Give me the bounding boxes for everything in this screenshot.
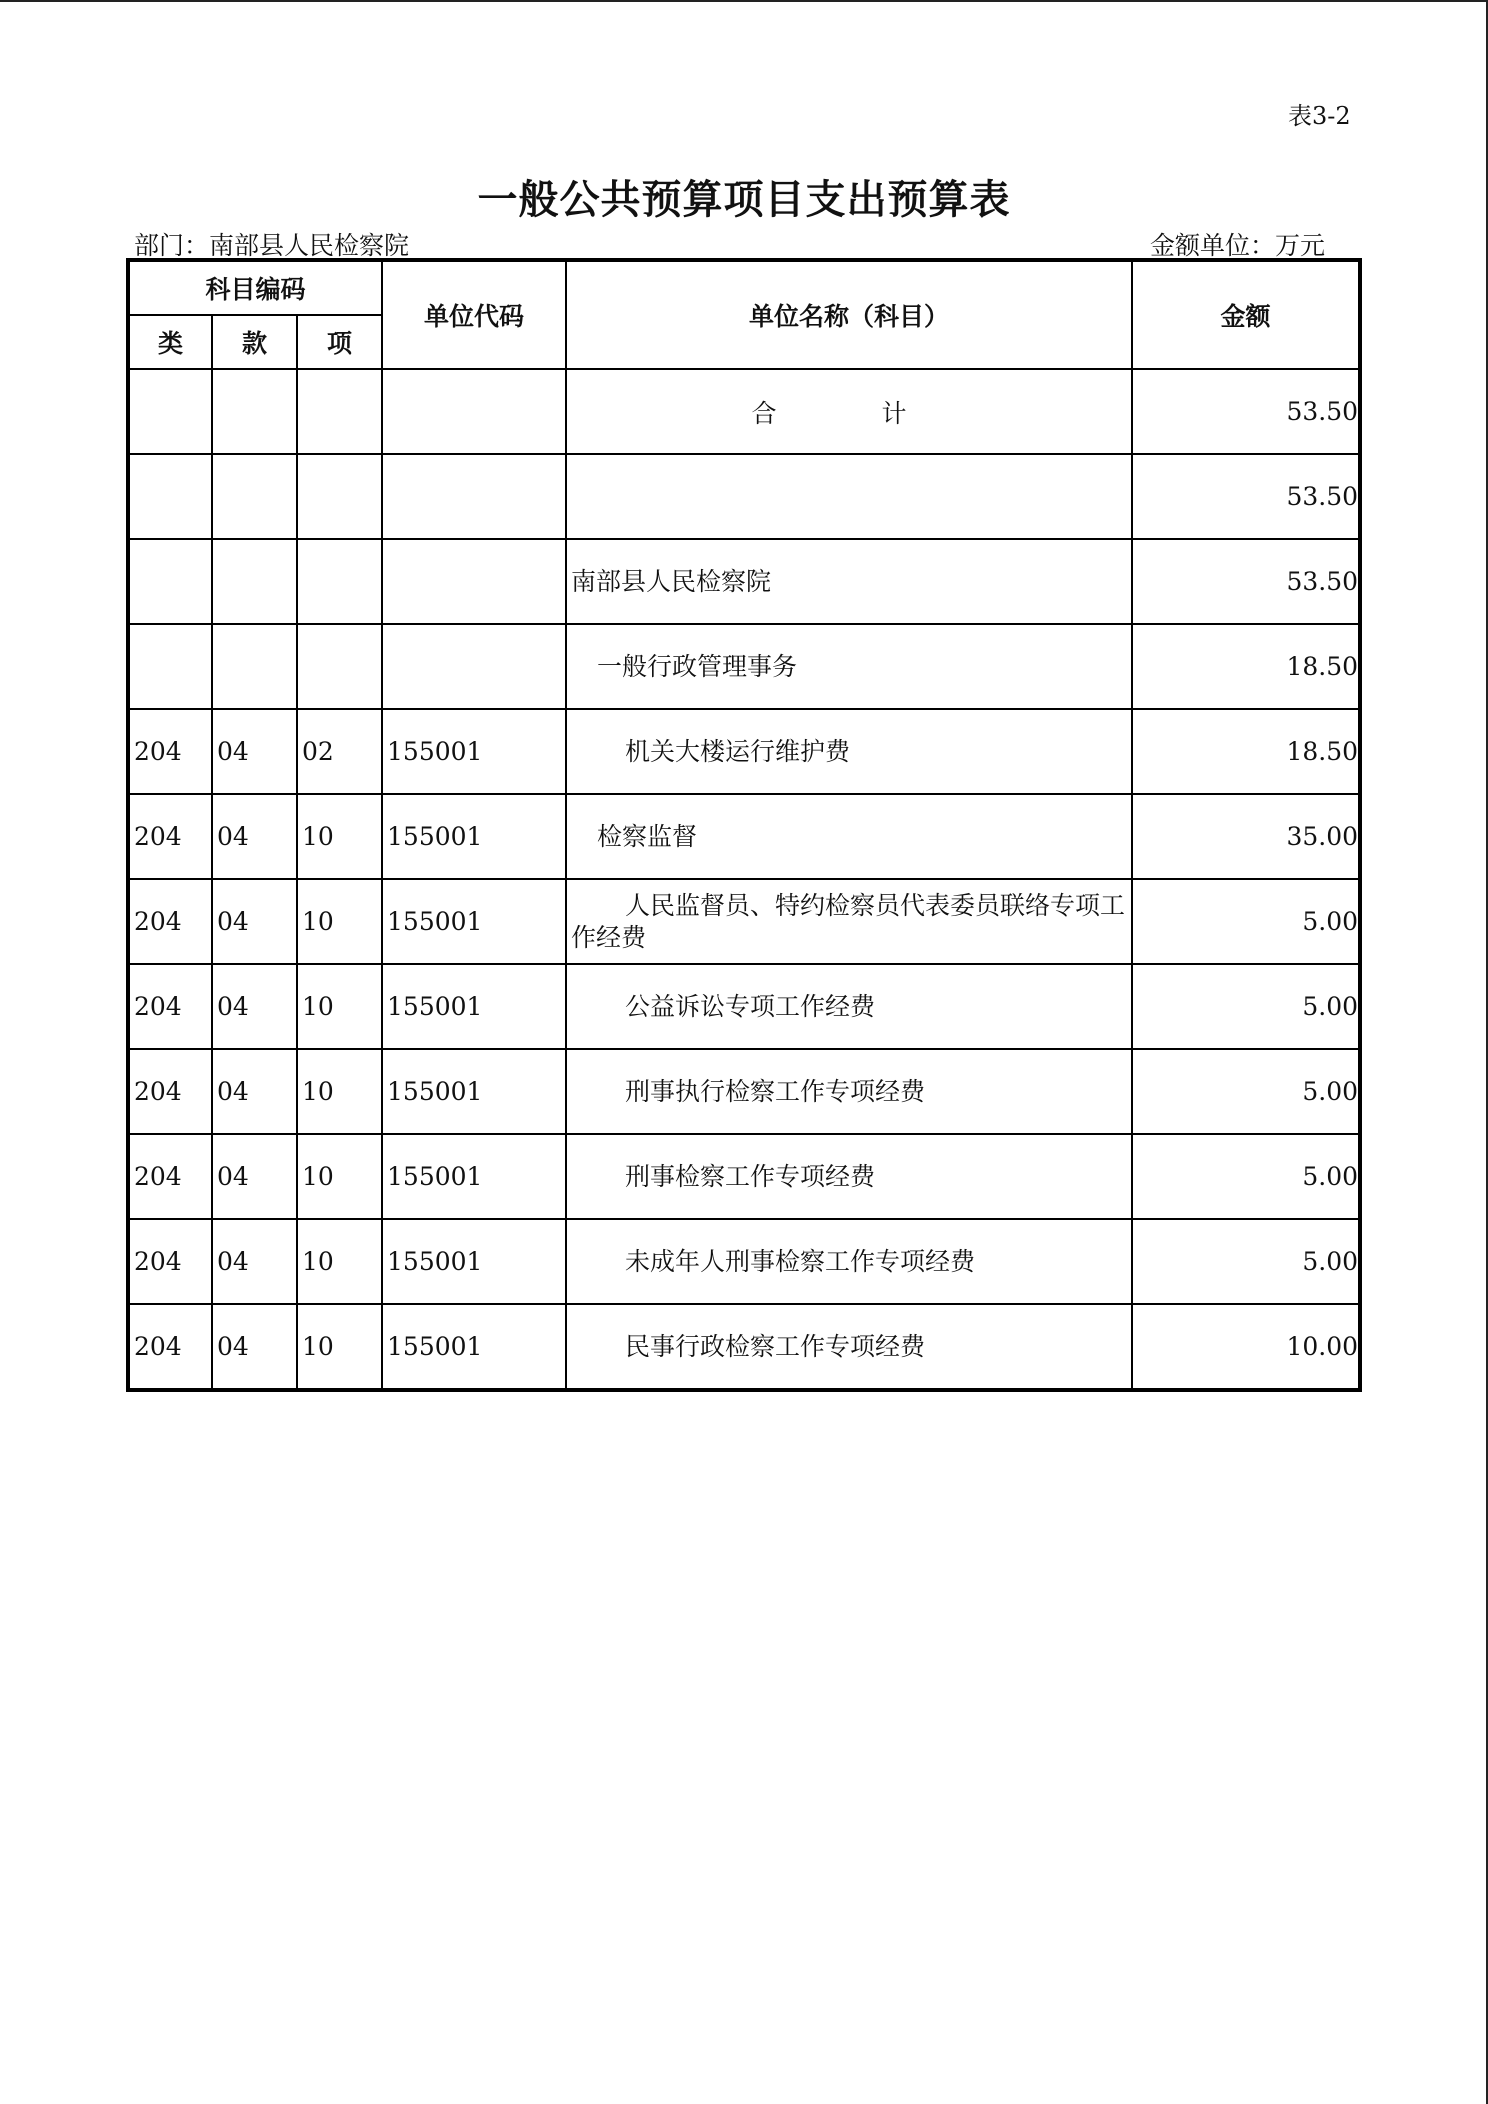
cell-unit-code: 155001 xyxy=(382,879,566,964)
cell-unit-name: 人民监督员、特约检察员代表委员联络专项工作经费 xyxy=(566,879,1132,964)
header-amount: 金额 xyxy=(1132,260,1360,369)
cell-xiang: 10 xyxy=(297,879,382,964)
cell-xiang: 10 xyxy=(297,1134,382,1219)
cell-unit-name: 一般行政管理事务 xyxy=(566,624,1132,709)
table-row xyxy=(128,709,1360,794)
cell-kuan xyxy=(212,454,297,539)
cell-amount: 5.00 xyxy=(1132,1134,1360,1219)
cell-lei: 204 xyxy=(128,794,212,879)
cell-lei: 204 xyxy=(128,1134,212,1219)
cell-unit-name: 检察监督 xyxy=(566,794,1132,879)
amount-unit-label: 金额单位：万元 xyxy=(1150,231,1326,260)
cell-lei: 204 xyxy=(128,1049,212,1134)
cell-unit-name xyxy=(566,454,1132,539)
cell-amount: 5.00 xyxy=(1132,1219,1360,1304)
cell-kuan: 04 xyxy=(212,879,297,964)
table-row xyxy=(128,794,1360,879)
cell-xiang: 10 xyxy=(297,1219,382,1304)
header-unit-code: 单位代码 xyxy=(382,260,566,369)
cell-kuan xyxy=(212,539,297,624)
cell-kuan: 04 xyxy=(212,1219,297,1304)
cell-unit-name: 南部县人民检察院 xyxy=(566,539,1132,624)
header-lei: 类 xyxy=(128,315,212,369)
cell-amount: 5.00 xyxy=(1132,964,1360,1049)
cell-kuan xyxy=(212,369,297,454)
table-body xyxy=(128,369,1360,1390)
cell-lei: 204 xyxy=(128,964,212,1049)
header-row-1 xyxy=(128,260,1360,315)
cell-kuan: 04 xyxy=(212,1049,297,1134)
cell-unit-code: 155001 xyxy=(382,1304,566,1390)
cell-unit-code xyxy=(382,539,566,624)
table-row xyxy=(128,369,1360,454)
cell-xiang: 02 xyxy=(297,709,382,794)
cell-lei: 204 xyxy=(128,1219,212,1304)
table-row xyxy=(128,964,1360,1049)
cell-kuan: 04 xyxy=(212,1134,297,1219)
cell-xiang: 10 xyxy=(297,964,382,1049)
cell-unit-name: 刑事执行检察工作专项经费 xyxy=(566,1049,1132,1134)
table-number: 表3-2 xyxy=(1288,102,1351,130)
department-label: 部门：南部县人民检察院 xyxy=(134,231,410,260)
cell-unit-code: 155001 xyxy=(382,1219,566,1304)
cell-xiang xyxy=(297,454,382,539)
cell-xiang: 10 xyxy=(297,1304,382,1390)
cell-amount: 5.00 xyxy=(1132,879,1360,964)
cell-kuan: 04 xyxy=(212,709,297,794)
cell-unit-code: 155001 xyxy=(382,1049,566,1134)
cell-lei: 204 xyxy=(128,709,212,794)
cell-lei: 204 xyxy=(128,879,212,964)
cell-amount: 53.50 xyxy=(1132,369,1360,454)
table-row xyxy=(128,454,1360,539)
cell-amount: 18.50 xyxy=(1132,709,1360,794)
cell-amount: 5.00 xyxy=(1132,1049,1360,1134)
table-row xyxy=(128,1134,1360,1219)
cell-lei xyxy=(128,624,212,709)
cell-unit-code xyxy=(382,624,566,709)
cell-kuan: 04 xyxy=(212,964,297,1049)
table-row xyxy=(128,1219,1360,1304)
cell-lei xyxy=(128,369,212,454)
cell-unit-name: 刑事检察工作专项经费 xyxy=(566,1134,1132,1219)
cell-unit-name: 机关大楼运行维护费 xyxy=(566,709,1132,794)
cell-unit-code: 155001 xyxy=(382,1134,566,1219)
table-row xyxy=(128,1049,1360,1134)
cell-kuan: 04 xyxy=(212,1304,297,1390)
cell-amount: 35.00 xyxy=(1132,794,1360,879)
table-row xyxy=(128,624,1360,709)
cell-unit-name: 民事行政检察工作专项经费 xyxy=(566,1304,1132,1390)
cell-unit-name: 未成年人刑事检察工作专项经费 xyxy=(566,1219,1132,1304)
cell-amount: 53.50 xyxy=(1132,454,1360,539)
table-row xyxy=(128,879,1360,964)
cell-xiang: 10 xyxy=(297,1049,382,1134)
header-kuan: 款 xyxy=(212,315,297,369)
cell-xiang: 10 xyxy=(297,794,382,879)
header-unit-name: 单位名称（科目） xyxy=(566,260,1132,369)
cell-kuan xyxy=(212,624,297,709)
cell-amount: 10.00 xyxy=(1132,1304,1360,1390)
cell-unit-code xyxy=(382,369,566,454)
header-subject-code: 科目编码 xyxy=(128,260,382,315)
table-row xyxy=(128,539,1360,624)
cell-amount: 18.50 xyxy=(1132,624,1360,709)
cell-amount: 53.50 xyxy=(1132,539,1360,624)
cell-lei xyxy=(128,454,212,539)
page-top-border xyxy=(0,0,1488,2)
cell-unit-code: 155001 xyxy=(382,964,566,1049)
cell-xiang xyxy=(297,624,382,709)
table-row xyxy=(128,1304,1360,1390)
header-xiang: 项 xyxy=(297,315,382,369)
cell-unit-code: 155001 xyxy=(382,794,566,879)
cell-lei xyxy=(128,539,212,624)
cell-unit-name: 公益诉讼专项工作经费 xyxy=(566,964,1132,1049)
cell-xiang xyxy=(297,369,382,454)
cell-unit-code: 155001 xyxy=(382,709,566,794)
cell-kuan: 04 xyxy=(212,794,297,879)
budget-table xyxy=(126,258,1362,1392)
page-title: 一般公共预算项目支出预算表 xyxy=(477,176,1011,223)
cell-unit-code xyxy=(382,454,566,539)
cell-unit-name: 合 计 xyxy=(566,369,1132,454)
cell-xiang xyxy=(297,539,382,624)
cell-lei: 204 xyxy=(128,1304,212,1390)
